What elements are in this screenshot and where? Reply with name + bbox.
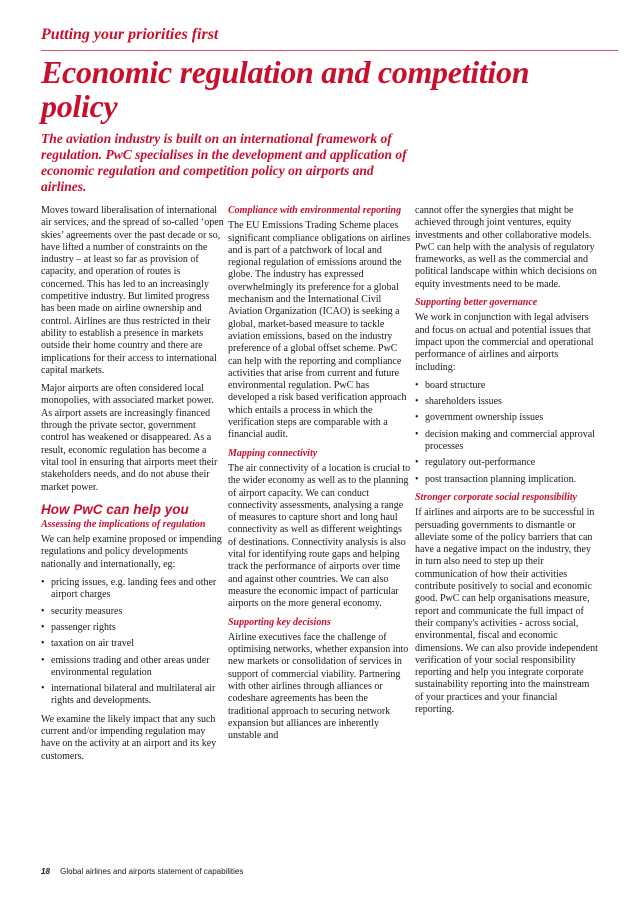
governance-list bbox=[415, 380, 598, 486]
key-decisions-heading: Supporting key decisions bbox=[228, 616, 331, 628]
header-divider bbox=[41, 50, 618, 51]
csr-paragraph: If airlines and airports are to be successful in persuading governments to dismantle or alleviate some of the policy barriers that can have a negative impact on the industry, they in turn also need to step up their communication of how their activities contribute positively to social and economic good. PwC can help organisations measure, report and communicate the full impact of their company's activities - across social, environmental, fiscal and economic dimensions. We can also provide independent verification of your social responsibility reporting and help you integrate corporate sustainability reporting into the mainstream of your practices and your financial reporting. bbox=[415, 507, 598, 715]
list-item: • shareholders issues bbox=[415, 396, 598, 408]
help-heading: How PwC can help you bbox=[41, 501, 189, 517]
list-item: • decision making and commercial approval processes bbox=[415, 429, 598, 454]
airports-paragraph: Major airports are often considered local monopolies, with associated market power. As airport assets are increasingly financed through the private sector, government control has weakened or disappeared. As a result, economic regulation has become a vital tool in ensuring that airports meet their stakeholders needs, and do not abuse their market power. bbox=[41, 383, 218, 493]
list-item: • government ownership issues bbox=[415, 412, 598, 424]
continued-paragraph: cannot offer the synergies that might be achieved through joint ventures, equity investments and other collaborative models. PwC can help with the analysis of regulatory frameworks, as well as the commercial and political landscape within which decisions on equity investments need to be made. bbox=[415, 205, 597, 290]
list-item: • pricing issues, e.g. landing fees and other airport charges bbox=[41, 577, 224, 602]
connectivity-heading: Mapping connectivity bbox=[228, 447, 318, 459]
list-item: • passenger rights bbox=[41, 622, 224, 634]
list-item: • post transaction planning implication. bbox=[415, 474, 598, 486]
list-item: • emissions trading and other areas under environmental regulation bbox=[41, 655, 224, 680]
column-3 bbox=[415, 205, 598, 722]
list-item: • regulatory out-performance bbox=[415, 457, 598, 469]
page-title: Economic regulation and competition policy bbox=[41, 54, 530, 124]
env-paragraph: The EU Emissions Trading Scheme places significant compliance obligations on airlines and is part of a patchwork of local and regional regulation of emissions around the globe. The industry has expressed overwhelmingly its preference for a global mechanism and the International Civil Aviation Organization (ICAO) is seeking a global, market-based measure to tackle aviation emissions, based on the industry preference of a global offset scheme. PwC can help with the reporting and compliance activities that arise from current and future environmental regulation. PwC has developed a risk based verification approach which entails a process in which the verification steps are comparable with a financial audit. bbox=[228, 220, 411, 441]
assess-intro: We can help examine proposed or impending regulations and policy developments nationally and internationally, eg: bbox=[41, 534, 222, 570]
list-item: • security measures bbox=[41, 606, 224, 618]
page-number: 18 bbox=[41, 867, 50, 876]
page-footer bbox=[41, 867, 243, 876]
governance-heading: Supporting better governance bbox=[415, 297, 538, 309]
list-item: • board structure bbox=[415, 380, 598, 392]
intro-paragraph: The aviation industry is built on an international framework of regulation. PwC specialises in the development and application of economic regulation and competition policy on airports and airlines. bbox=[41, 131, 407, 194]
env-heading: Compliance with environmental reporting bbox=[228, 205, 402, 216]
assess-heading: Assessing the implications of regulation bbox=[41, 518, 206, 530]
column-2 bbox=[228, 205, 411, 748]
csr-heading: Stronger corporate social responsibility bbox=[415, 491, 577, 503]
assess-list bbox=[41, 577, 224, 708]
liberalisation-paragraph: Moves toward liberalisation of international air services, and the spread of so-called ‘open skies’ agreements over the past decade or so, have lifted a number of constraints on the industry – at least so far as provision of capacity, and operation of routes is concerned. This has led to an increasingly competitive industry. But limited progress has been made on airline ownership and control. Airlines are thus restricted in their ability to establish a presence in markets outside their home country and there are implications for their access to international capital markets. bbox=[41, 205, 224, 376]
key-decisions-paragraph: Airline executives face the challenge of optimising networks, whether expansion into new markets or consolidation of services in support of commercial viability. Partnering with other airlines through alliances or codeshare agreements has been the traditional approach to securing network expansion but alliances are inherently unstable and bbox=[228, 631, 409, 742]
column-1 bbox=[41, 205, 224, 769]
list-item: • taxation on air travel bbox=[41, 638, 224, 650]
connectivity-paragraph: The air connectivity of a location is crucial to the wider economy as well as to the planning of airport capacity. We can conduct connectivity assessments, analysing a range of measures to capture short and long haul connectivity as well as different weightings of destinations. Connectivity analysis is also vital for identifying route gaps and helping track the performance of airports over time and against other countries. We can also measure the economic impact of particular airports on the more general economy. bbox=[228, 462, 411, 610]
assess-outro: We examine the likely impact that any such current and/or impending regulation may have on the activity at an airport and its key customers. bbox=[41, 713, 217, 762]
list-item: • international bilateral and multilateral air rights and developments. bbox=[41, 683, 224, 708]
footer-text: Global airlines and airports statement of capabilities bbox=[60, 867, 244, 876]
governance-intro: We work in conjunction with legal advisers and focus on actual and potential issues that impact upon the commercial and operational performance of airlines and airports including: bbox=[415, 312, 594, 373]
section-kicker: Putting your priorities first bbox=[41, 26, 219, 43]
